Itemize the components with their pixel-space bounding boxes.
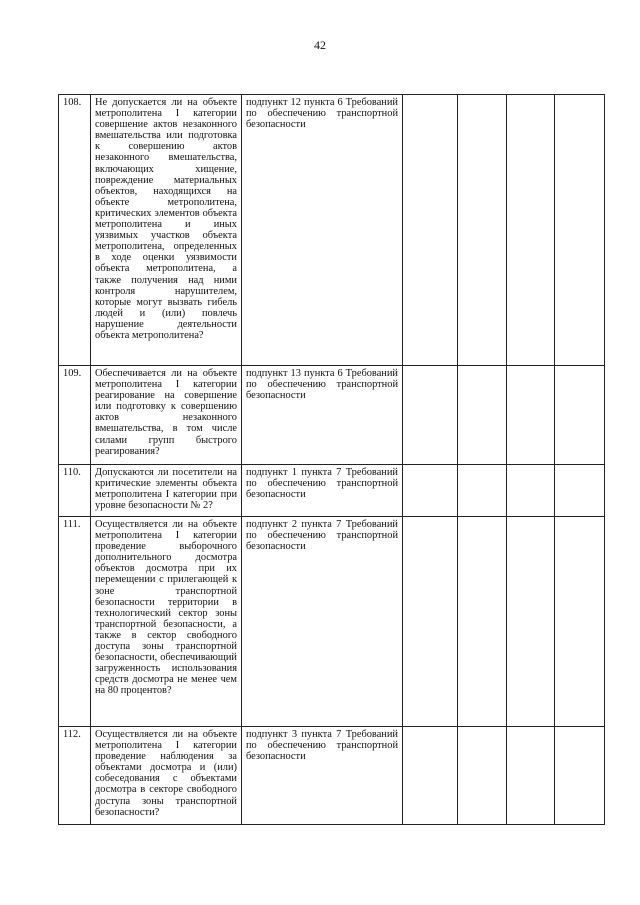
question-text: Не допускается ли на объекте метрополитена I категории совершение актов незаконного вмешательства или подготовка к совершению актов незаконного вмешательства, включающих хищение, повреждение материальных объектов, находящихся на объекте метрополитена, критических элементов объекта метрополитена и иных уязвимых участков объекта метрополитена, определенных в ходе оценки уязвимости объекта метрополитена, а также получения над ними контроля нарушителем, которые могут вызвать гибель людей и (или) повлечь нарушение деятельности объекта метрополитена? [91, 95, 242, 366]
answer-no-cell[interactable] [458, 95, 507, 366]
row-number: 112. [59, 727, 91, 825]
requirement-reference: подпункт 2 пункта 7 Требований по обеспечению транспортной безопасности [242, 517, 403, 727]
notes-cell[interactable] [555, 366, 605, 465]
row-number: 110. [59, 465, 91, 517]
answer-na-cell[interactable] [507, 366, 555, 465]
row-number: 111. [59, 517, 91, 727]
answer-yes-cell[interactable] [403, 366, 458, 465]
question-text: Осуществляется ли на объекте метрополитена I категории проведение выборочного дополнительного досмотра объектов досмотра при их перемещении с прилегающей к зоне транспортной безопасности территории в технологический сектор зоны транспортной безопасности, а также в сектор свободного доступа зоны транспортной безопасности, обеспечивающий загруженность использования средств досмотра не менее чем на 80 процентов? [91, 517, 242, 727]
question-text: Обеспечивается ли на объекте метрополитена I категории реагирование на совершение или подготовку к совершению актов незаконного вмешательства, в том числе силами групп быстрого реагирования? [91, 366, 242, 465]
answer-no-cell[interactable] [458, 727, 507, 825]
answer-no-cell[interactable] [458, 465, 507, 517]
notes-cell[interactable] [555, 95, 605, 366]
answer-no-cell[interactable] [458, 366, 507, 465]
checklist-table [58, 94, 605, 825]
table-row [59, 95, 605, 366]
page-number: 42 [314, 38, 326, 52]
requirement-reference: подпункт 1 пункта 7 Требований по обеспечению транспортной безопасности [242, 465, 403, 517]
answer-na-cell[interactable] [507, 517, 555, 727]
table-row [59, 465, 605, 517]
notes-cell[interactable] [555, 465, 605, 517]
row-number: 108. [59, 95, 91, 366]
answer-na-cell[interactable] [507, 95, 555, 366]
question-text: Допускаются ли посетители на критические элементы объекта метрополитена I категории при уровне безопасности № 2? [91, 465, 242, 517]
answer-na-cell[interactable] [507, 727, 555, 825]
requirement-reference: подпункт 13 пункта 6 Требований по обеспечению транспортной безопасности [242, 366, 403, 465]
question-text: Осуществляется ли на объекте метрополитена I категории проведение наблюдения за объектами досмотра и (или) собеседования с объектами досмотра в секторе свободного доступа зоны транспортной безопасности? [91, 727, 242, 825]
answer-na-cell[interactable] [507, 465, 555, 517]
table-row [59, 366, 605, 465]
answer-yes-cell[interactable] [403, 517, 458, 727]
answer-no-cell[interactable] [458, 517, 507, 727]
answer-yes-cell[interactable] [403, 727, 458, 825]
answer-yes-cell[interactable] [403, 465, 458, 517]
answer-yes-cell[interactable] [403, 95, 458, 366]
row-number: 109. [59, 366, 91, 465]
table-row [59, 727, 605, 825]
notes-cell[interactable] [555, 517, 605, 727]
requirement-reference: подпункт 12 пункта 6 Требований по обеспечению транспортной безопасности [242, 95, 403, 366]
notes-cell[interactable] [555, 727, 605, 825]
table-row [59, 517, 605, 727]
requirement-reference: подпункт 3 пункта 7 Требований по обеспечению транспортной безопасности [242, 727, 403, 825]
